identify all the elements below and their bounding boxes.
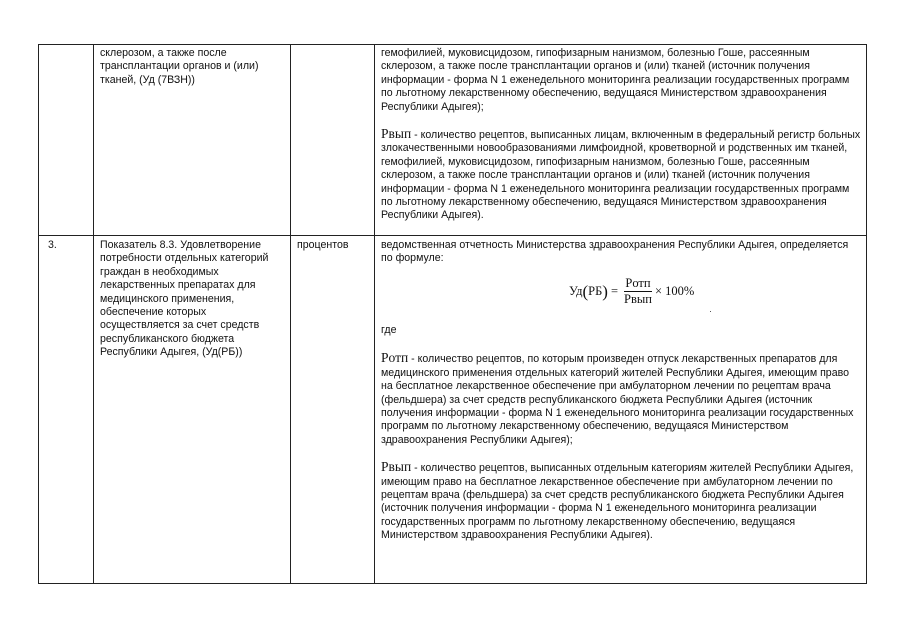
variable-definition-1 xyxy=(381,351,861,447)
table-top-border xyxy=(38,44,867,45)
column-divider-3 xyxy=(374,44,375,584)
column-divider-2 xyxy=(290,44,291,584)
row-number: 3. xyxy=(48,239,57,251)
formula-lhs: Уд xyxy=(569,284,583,298)
row-number-cell xyxy=(48,239,88,252)
table-bottom-border xyxy=(38,583,867,584)
formula-numerator: Pотп xyxy=(625,276,651,290)
indicator-text-continued: склерозом, а также после трансплантации органов и (или) тканей, (Уд (7ВЗН)) xyxy=(100,47,259,86)
variable-definition-text-2: - количество рецептов, выписанных отдельным категориям жителей Республики Адыгея, имеющим право на бесплатное лекарственное обеспечение при амбулаторном лечении по рецептам врача (фельдшера) за счет средств республиканского бюджета Республики Адыгея (источник получения информации - форма N 1 еженедельного мониторинга реализации государственных программ по льготному лекарственному обеспечению, ведущаяся Министерством здравоохранения Республики Адыгея). xyxy=(381,462,854,542)
column-divider-1 xyxy=(93,44,94,584)
method-definitions-cell xyxy=(381,324,861,543)
formula-multiplier: × 100% xyxy=(654,284,695,298)
scan-speck xyxy=(710,311,711,312)
row-divider xyxy=(38,235,867,236)
formula-denominator: Pвып xyxy=(624,292,652,306)
variable-definition-text-1: - количество рецептов, по которым произведен отпуск лекарственных препаратов для медицинского применения отдельных категорий жителей Республики Адыгея, имеющим право на бесплатное лекарственное обеспечение при амбулаторном лечении по рецептам врача (фельдшера) за счет средств республиканского бюджета Республики Адыгея (источник получения информации - форма N 1 еженедельного мониторинга реализации государственных программ по льготному лекарственному обеспечению, ведущаяся Министерством здравоохранения Республики Адыгея); xyxy=(381,353,854,446)
indicator-text: Показатель 8.3. Удовлетворение потребности отдельных категорий граждан в необходимых лекарственных препаратах для медицинского применения, обеспечение которых осуществляется за счет средств республиканского бюджета Республики Адыгея, (Уд(РБ)) xyxy=(100,239,269,359)
variable-symbol-2: Pвып xyxy=(381,459,412,475)
method-intro-cell xyxy=(381,239,861,266)
unit-text: процентов xyxy=(297,239,349,251)
variable-definition xyxy=(381,127,861,223)
formula-lhs-arg: РБ xyxy=(588,284,603,298)
method-text-continued: гемофилией, муковисцидозом, гипофизарным нанизмом, болезнью Гоше, рассеянным склерозом, а также после трансплантации органов и (или) тканей (источник получения информации - форма N 1 еженедельного мониторинга реализации государственных программ по льготному лекарственному обеспечению, ведущаяся Министерством здравоохранения Республики Адыгея); xyxy=(381,47,850,113)
where-text: где xyxy=(381,324,397,336)
formula-fraction xyxy=(624,277,652,306)
top-row-method-cell xyxy=(381,47,861,223)
variable-definition-2 xyxy=(381,460,861,542)
indicator-cell xyxy=(100,239,284,360)
variable-definition-text: - количество рецептов, выписанных лицам, включенным в федеральный регистр больных злокачественными новообразованиями лимфоидной, кроветворной и родственных им тканей, гемофилией, муковисцидозом, гипофизарным нанизмом, болезнью Гоше, рассеянным склерозом, а также после трансплантации органов и (или) тканей (источник получения информации - форма N 1 еженедельного мониторинга реализации государственных программ по льготному лекарственному обеспечению, ведущаяся Министерством здравоохранения Республики Адыгея). xyxy=(381,129,861,222)
formula-open-paren: ( xyxy=(582,281,589,301)
method-intro-text: ведомственная отчетность Министерства здравоохранения Республики Адыгея, определяется по формуле: xyxy=(381,239,849,265)
formula-close-paren: ) xyxy=(602,281,608,301)
variable-symbol: Pвып xyxy=(381,126,412,142)
formula xyxy=(569,277,694,306)
unit-cell xyxy=(297,239,371,252)
top-row-indicator-cell xyxy=(100,47,284,87)
table-left-border xyxy=(38,44,39,584)
variable-symbol-1: Pотп xyxy=(381,350,409,366)
table-right-border xyxy=(866,44,867,584)
formula-equals: = xyxy=(610,284,619,298)
